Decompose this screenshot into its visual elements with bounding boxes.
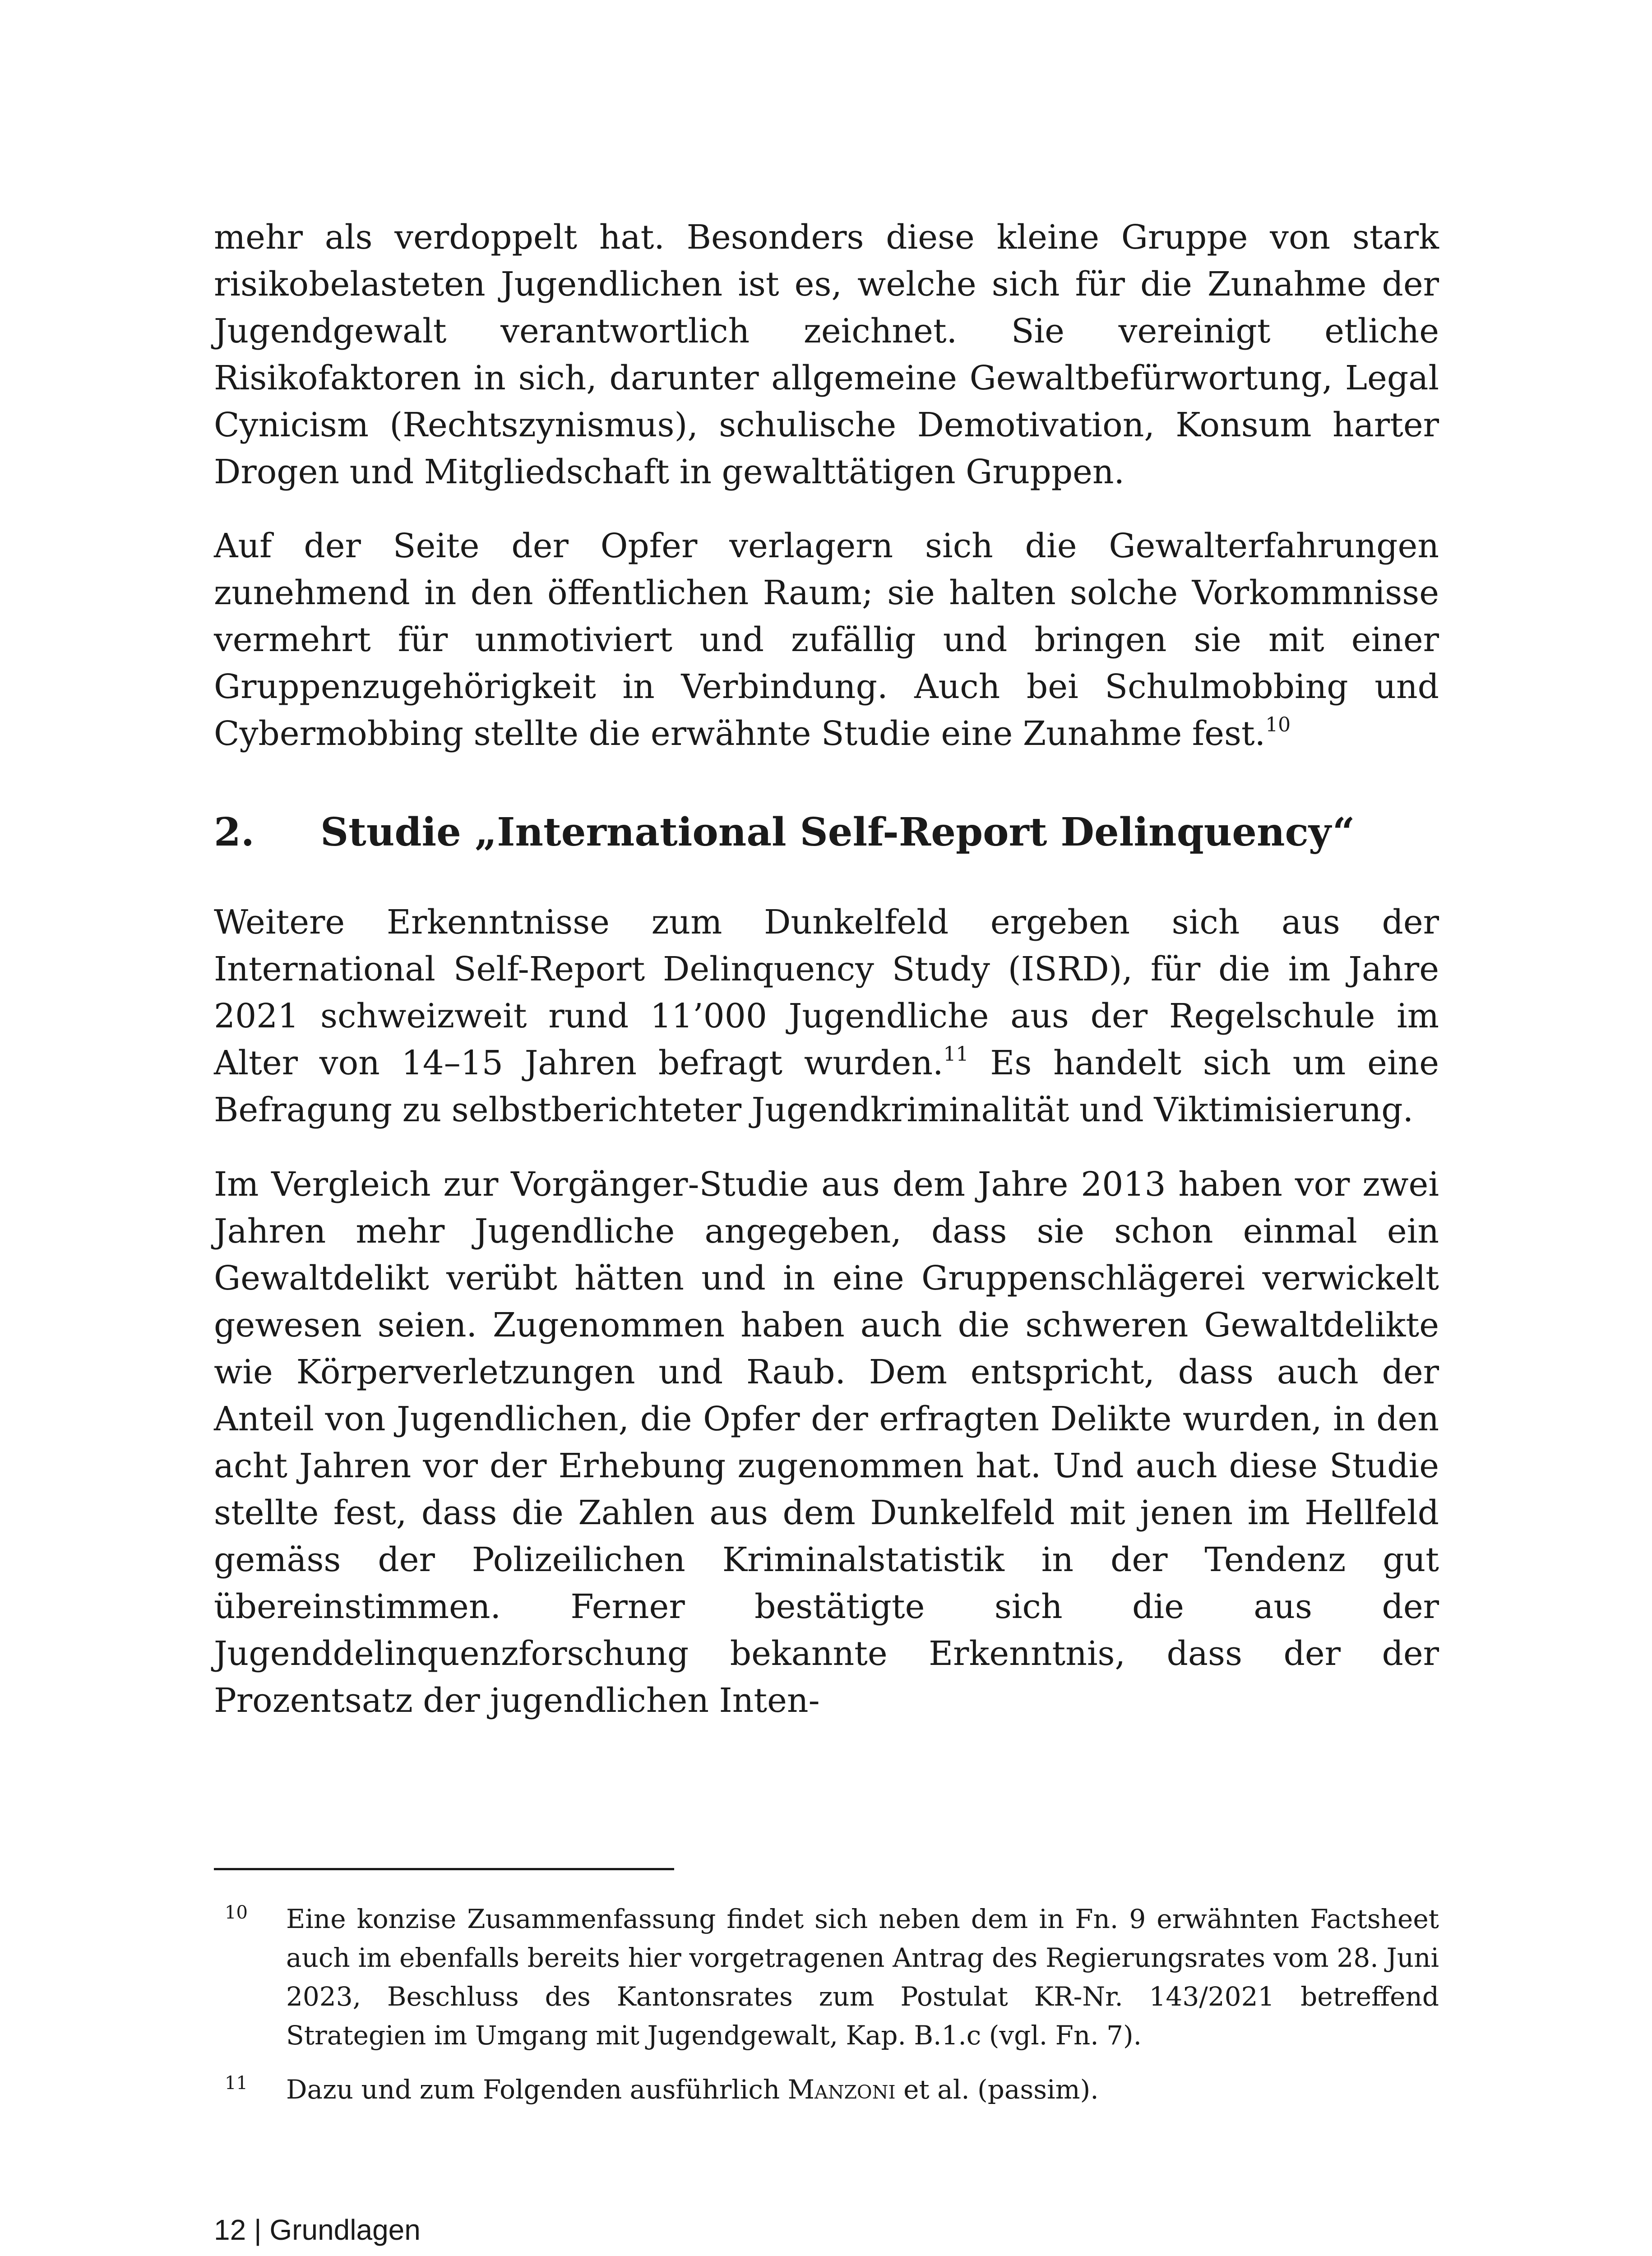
paragraph-text: Im Vergleich zur Vorgänger-Studie aus dem Jahre 2013 haben vor zwei Jahren mehr Jugendliche angegeben, dass sie schon einmal ein Gewaltdelikt verübt hätten und in eine Gruppenschlägerei verwickelt gewesen seien. Zugenommen haben auch die schweren Gewaltdelikte wie Körperverletzungen und Raub. Dem entspricht, dass auch der Anteil von Jugendlichen, die Opfer der erfragten Delikte wurden, in den acht Jahren vor der Erhebung zugenommen hat. Und auch diese Studie stellte fest, dass die Zahlen aus dem Dunkelfeld mit jenen im Hellfeld gemäss der Polizeilichen Kriminalstatistik in der Tendenz gut übereinstimmen. Ferner bestätigte sich die aus der Jugenddelinquenzforschung bekannte Erkenntnis, dass der der Prozentsatz der jugendlichen Inten- [214,1165,1439,1720]
footnote-reference-11[interactable]: 11 [943,1043,969,1066]
body-paragraph-4 [214,1161,1439,1724]
page-footer: 12 | Grundlagen [214,2214,421,2246]
footnote-text [286,2070,1439,2109]
footnote-text: Eine konzise Zusammenfassung findet sich neben dem in Fn. 9 erwähnten Factsheet auch im ebenfalls bereits hier vorgetragenen Antrag des Regierungsrates vom 28. Juni 2023, Beschluss des Kantonsrates zum Postulat KR-Nr. 143/2021 betreffend Strategien im Umgang mit Jugendgewalt, Kap. B.1.c (vgl. Fn. 7). [286,1904,1439,2051]
paragraph-text [214,522,1439,757]
footnote-reference-10[interactable]: 10 [1265,713,1291,736]
paragraph-text [214,899,1439,1133]
footnote-author: Manzoni [787,2074,896,2105]
footnote-number: 11 [225,2073,248,2094]
paragraph-text-before-ref: Weitere Erkenntnisse zum Dunkelfeld ergeben sich aus der International Self-Report Delinquency Study (ISRD), für die im Jahre 2021 schweizweit rund 11’000 Jugendliche aus der Regelschule im Alter von 14–15 Jahren befragt wurden. [214,903,1439,1082]
section-heading [214,808,1439,857]
paragraph-text-after-ref: Es handelt sich um eine Befragung zu selbstberichteter Jugendkriminalität und Viktimisierung. [214,1044,1439,1129]
body-paragraph-1 [214,214,1439,495]
section-title: Studie „International Self-Report Delinquency“ [320,809,1355,855]
footnote-separator [214,1868,674,1870]
section-number: 2. [214,809,255,855]
body-paragraph-2 [214,522,1439,757]
body-paragraph-3 [214,899,1439,1133]
footnote-text-after: et al. (passim). [895,2074,1099,2105]
paragraph-text: mehr als verdoppelt hat. Besonders diese kleine Gruppe von stark risikobelasteten Jugendlichen ist es, welche sich für die Zunahme der Jugendgewalt verantwortlich zeichnet. Sie vereinigt etliche Risikofaktoren in sich, darunter allgemeine Gewaltbefürwortung, Legal Cynicism (Rechtszynismus), schulische Demotivation, Konsum harter Drogen und Mitgliedschaft in gewalttätigen Gruppen. [214,218,1439,491]
footnote-10 [214,1900,1439,2055]
footnote-number: 10 [225,1902,248,1923]
footnote-text-before: Dazu und zum Folgenden ausführlich [286,2074,788,2105]
footnote-11 [214,2070,1439,2109]
paragraph-text-content: Auf der Seite der Opfer verlagern sich die Gewalterfahrungen zunehmend in den öffentlichen Raum; sie halten solche Vorkommnisse vermehrt für unmotiviert und zufällig und bringen sie mit einer Gruppenzugehörigkeit in Verbindung. Auch bei Schulmobbing und Cybermobbing stellte die erwähnte Studie eine Zunahme fest. [214,527,1439,753]
